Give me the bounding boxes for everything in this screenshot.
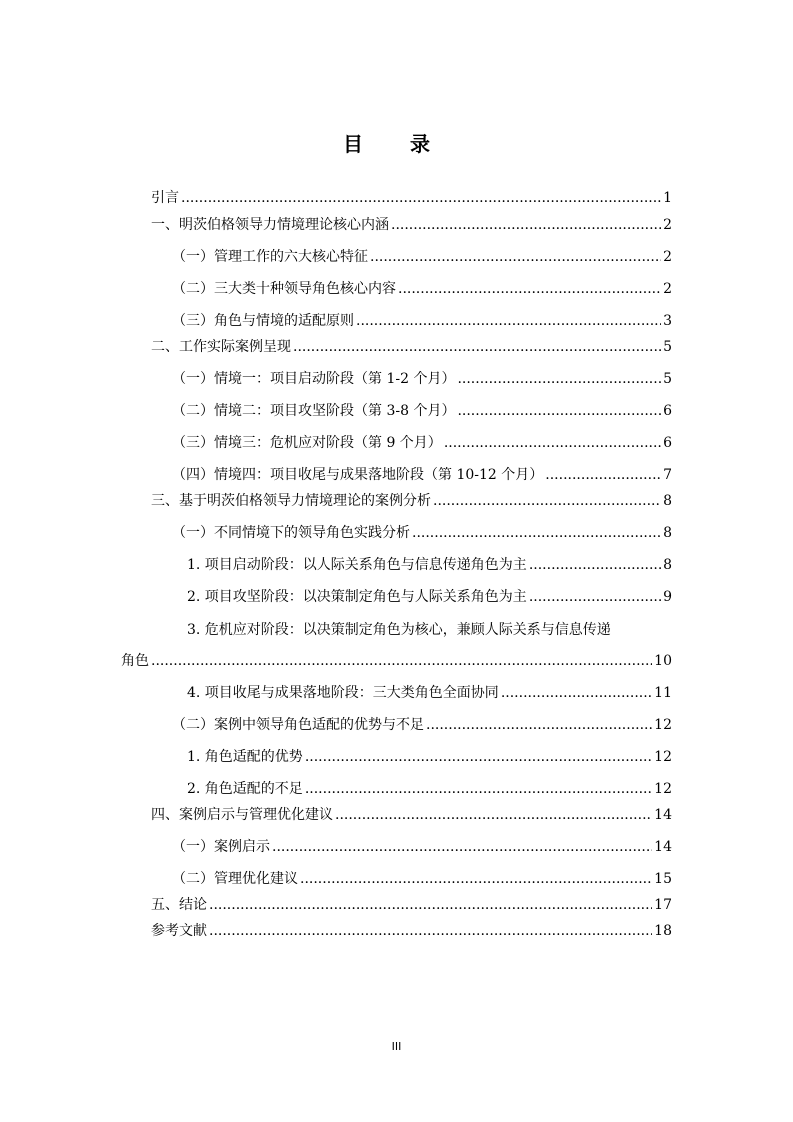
toc-entry[interactable] [187, 684, 672, 702]
toc-entry[interactable] [172, 716, 672, 734]
toc-entry-label: （二）情境二：项目攻坚阶段（第 3-8 个月） [172, 403, 456, 419]
toc-entry[interactable] [172, 280, 672, 298]
toc-entry[interactable] [172, 870, 672, 888]
toc-entry[interactable] [172, 434, 672, 452]
toc-leader [305, 748, 652, 766]
toc-leader [391, 216, 661, 234]
toc-entry[interactable] [172, 370, 672, 388]
toc-leader [151, 652, 652, 670]
toc-leader [209, 896, 652, 914]
toc-title: 目 录 [343, 132, 450, 156]
toc-entry[interactable] [172, 524, 672, 542]
toc-entry-page: 14 [654, 839, 672, 855]
toc-entry-page: 5 [663, 371, 672, 387]
toc-entry-page: 12 [654, 749, 672, 765]
toc-leader [181, 189, 661, 207]
toc-leader [545, 466, 661, 484]
toc-entry[interactable] [187, 556, 672, 574]
toc-entry-label: （三）角色与情境的适配原则 [172, 313, 354, 329]
toc-entry-page: 8 [663, 525, 672, 541]
toc-entry-label: 三、基于明茨伯格领导力情境理论的案例分析 [151, 493, 431, 509]
toc-entry-label: 角色 [121, 653, 149, 669]
toc-entry-label: （一）不同情境下的领导角色实践分析 [172, 525, 410, 541]
toc-entry-page: 10 [654, 653, 672, 669]
toc-entry[interactable] [121, 652, 672, 670]
toc-leader [412, 524, 661, 542]
toc-entry[interactable] [151, 216, 672, 234]
toc-entry-page: 1 [663, 190, 672, 206]
toc-entry[interactable] [151, 492, 672, 510]
toc-entry-page: 8 [663, 493, 672, 509]
toc-entry-label: （一）情境一：项目启动阶段（第 1-2 个月） [172, 371, 456, 387]
footer-page-number: III [391, 1040, 402, 1053]
toc-entry-label: 2. 角色适配的不足 [187, 781, 303, 797]
toc-entry-label: 五、结论 [151, 897, 207, 913]
toc-entry-label: （二）管理优化建议 [172, 871, 298, 887]
toc-entry-label: （一）管理工作的六大核心特征 [172, 249, 368, 265]
toc-entry[interactable] [172, 466, 672, 484]
toc-entry-page: 2 [663, 217, 672, 233]
toc-entry-page: 12 [654, 781, 672, 797]
toc-leader [272, 838, 652, 856]
toc-entry-label: 一、明茨伯格领导力情境理论核心内涵 [151, 217, 389, 233]
toc-entry[interactable] [151, 896, 672, 914]
toc-entry[interactable] [151, 189, 672, 207]
toc-entry-page: 7 [663, 467, 672, 483]
toc-leader [356, 312, 661, 330]
toc-entry-label: 四、案例启示与管理优化建议 [151, 807, 333, 823]
toc-entry[interactable] [172, 402, 672, 420]
toc-entry-page: 17 [654, 897, 672, 913]
toc-entry-label: 二、工作实际案例呈现 [151, 339, 291, 355]
toc-entry-label: （二）案例中领导角色适配的优势与不足 [172, 717, 424, 733]
toc-entry[interactable] [172, 312, 672, 330]
toc-entry-label: 1. 角色适配的优势 [187, 749, 303, 765]
toc-entry-label: （一）案例启示 [172, 839, 270, 855]
toc-entry-page: 6 [663, 403, 672, 419]
toc-entry-label: （三）情境三：危机应对阶段（第 9 个月） [172, 435, 442, 451]
toc-entry[interactable] [172, 248, 672, 266]
toc-leader [529, 588, 661, 606]
toc-entry[interactable] [151, 806, 672, 824]
toc-entry-page: 9 [663, 589, 672, 605]
toc-leader [501, 684, 652, 702]
toc-entry-label: （二）三大类十种领导角色核心内容 [172, 281, 396, 297]
toc-entry[interactable] [187, 780, 672, 798]
toc-entry[interactable] [187, 588, 672, 606]
toc-entry-label: 2. 项目攻坚阶段：以决策制定角色与人际关系角色为主 [187, 589, 527, 605]
toc-entry-page: 11 [654, 685, 672, 701]
toc-leader [444, 434, 661, 452]
toc-leader [457, 402, 661, 420]
toc-leader [370, 248, 661, 266]
toc-leader [433, 492, 661, 510]
toc-entry-page: 6 [663, 435, 672, 451]
toc-entry-page: 2 [663, 249, 672, 265]
toc-entry[interactable] [151, 922, 672, 940]
toc-leader [426, 716, 652, 734]
toc-leader [300, 870, 652, 888]
toc-entry-page: 14 [654, 807, 672, 823]
toc-entry[interactable] [187, 748, 672, 766]
toc-leader [209, 922, 652, 940]
toc-entry-label: 1. 项目启动阶段：以人际关系角色与信息传递角色为主 [187, 557, 527, 573]
toc-entry-page: 8 [663, 557, 672, 573]
toc-leader [457, 370, 661, 388]
toc-entry-label: 4. 项目收尾与成果落地阶段：三大类角色全面协同 [187, 685, 499, 701]
toc-entry-page: 3 [663, 313, 672, 329]
toc-entry-label: （四）情境四：项目收尾与成果落地阶段（第 10-12 个月） [172, 467, 544, 483]
toc-leader [335, 806, 652, 824]
toc-entry-page: 12 [654, 717, 672, 733]
toc-entry-wrapped-first-line[interactable]: 3. 危机应对阶段：以决策制定角色为核心，兼顾人际关系与信息传递 [187, 622, 611, 638]
toc-leader [398, 280, 661, 298]
toc-entry-page: 2 [663, 281, 672, 297]
toc-entry-label: 引言 [151, 190, 179, 206]
toc-entry[interactable] [172, 838, 672, 856]
toc-leader [293, 338, 661, 356]
toc-entry-label: 参考文献 [151, 923, 207, 939]
toc-leader [305, 780, 652, 798]
toc-entry-page: 18 [654, 923, 672, 939]
toc-entry-page: 5 [663, 339, 672, 355]
toc-entry-page: 15 [654, 871, 672, 887]
toc-entry[interactable] [151, 338, 672, 356]
toc-leader [529, 556, 661, 574]
